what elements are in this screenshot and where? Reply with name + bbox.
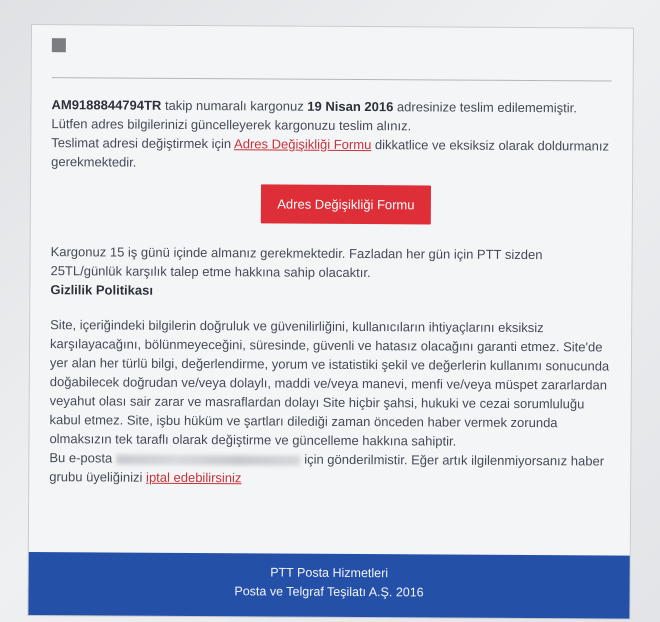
address-text-2: dikkatlice ve eksiksiz olarak doldurmanız gerekmektedir. [51,137,610,170]
email-body [27,24,634,620]
tracking-text-2: adresinize teslim edilememiştir. Lütfen adres bilgilerinizi güncelleyerek kargonuzu teslim alınız. [51,99,577,134]
delivery-notice: Kargonuz 15 iş günü içinde almanız gerekmektedir. Fazladan her gün için PTT sizden 25TL/günlük karşılık talep etme hakkına sahip olacaktır. [50,244,543,281]
unsubscribe-paragraph [49,448,609,489]
unsubscribe-text-1: Bu e-posta [49,450,113,466]
footer [28,552,629,619]
tracking-number: AM9188844794TR [51,97,162,113]
logo-icon [52,38,66,52]
privacy-body: Site, içeriğindeki bilgilerin doğruluk ve güvenilirliğini, kullanıcıların ihtiyaçlarını eksiksiz karşılayacağını, bölünmeyeceğini, süresinde, güvenli ve hatasız olacağını garanti etmez. Site'de yer alan her türlü bilgi, değerlendirme, yorum ve istatistiki şekil ve değerlerin kullanımı sonucunda doğabilecek doğrudan ve/veya dolaylı, maddi ve/veya manevi, menfi ve/veya müspet zararlardan veyahut olası sair zarar ve masraflardan dolayı Site hiçbir şahsi, hukuki ve cezai sorumluluğu kabul etmez. Site, işbu hüküm ve şartları dilediği zaman önceden haber vermek zorunda olmaksızın tek taraflı olarak değiştirme ve güncelleme hakkına sahiptir. [49,317,610,449]
unsubscribe-link[interactable]: iptal edebilirsiniz [146,469,242,486]
header-divider [52,77,612,81]
address-change-paragraph [51,133,611,174]
address-change-form-button[interactable]: Adres Değişikliği Formu [261,184,431,224]
footer-line-1: PTT Posta Hizmetleri [270,565,389,581]
address-change-link[interactable]: Adres Değişikliği Formu [234,136,372,153]
button-container [51,183,611,225]
tracking-paragraph [51,95,611,136]
email-content [49,95,611,489]
address-text-1: Teslimat adresi değiştirmek için [51,135,235,152]
blurred-email-address [116,454,300,465]
delivery-date: 19 Nisan 2016 [307,98,394,115]
privacy-title: Gizlilik Politikası [50,282,154,298]
footer-line-2: Posta ve Telgraf Teşilatı A.Ş. 2016 [234,584,424,600]
unsubscribe-text-2: için gönderilmistir. Eğer artık ilgilenmiyorsanız haber grubu üyeliğinizi [49,451,605,485]
tracking-text-1: takip numaralı kargonuz [161,97,308,114]
